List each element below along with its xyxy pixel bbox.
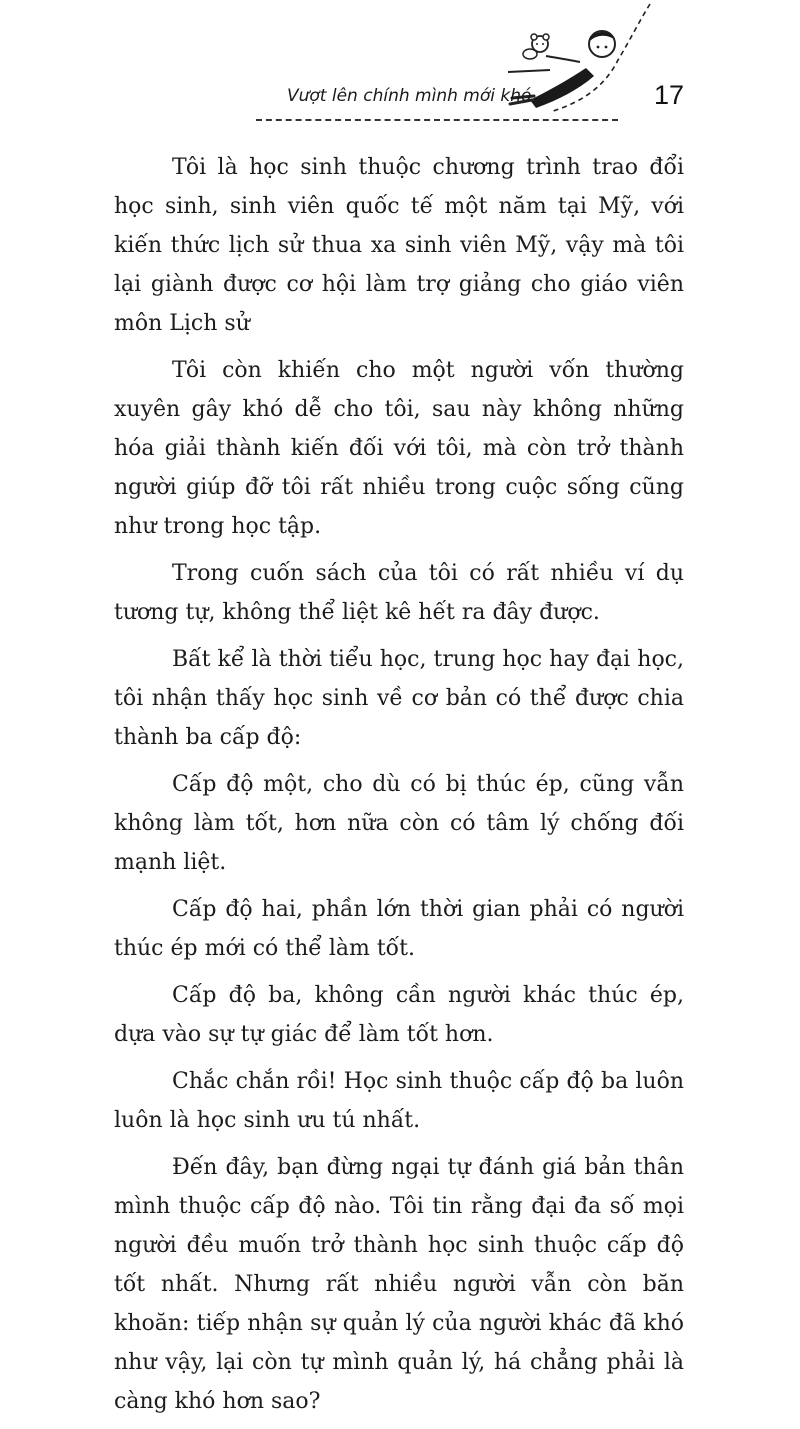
paragraph-7: Cấp độ ba, không cần người khác thúc ép, dựa vào sự tự giác để làm tốt hơn. xyxy=(114,983,684,1047)
paragraph-5: Cấp độ một, cho dù có bị thúc ép, cũng vẫn không làm tốt, hơn nữa còn có tâm lý chống đối mạnh liệt. xyxy=(114,772,684,875)
header-dashed-rule xyxy=(256,119,618,121)
paragraph-2: Tôi còn khiến cho một người vốn thường xuyên gây khó dễ cho tôi, sau này không những hóa giải thành kiến đối với tôi, mà còn trở thành người giúp đỡ tôi rất nhiều trong cuộc sống cũng như trong học tập. xyxy=(114,358,684,539)
paragraph-9: Đến đây, bạn đừng ngại tự đánh giá bản thân mình thuộc cấp độ nào. Tôi tin rằng đại đa số mọi người đều muốn trở thành học sinh thuộc cấp độ tốt nhất. Nhưng rất nhiều người vẫn còn băn khoăn: tiếp nhận sự quản lý của người khác đã khó như vậy, lại còn tự mình quản lý, há chẳng phải là càng khó hơn sao? xyxy=(114,1155,684,1414)
paragraph-3: Trong cuốn sách của tôi có rất nhiều ví dụ tương tự, không thể liệt kê hết ra đây được. xyxy=(114,561,684,625)
paragraph-4: Bất kể là thời tiểu học, trung học hay đại học, tôi nhận thấy học sinh về cơ bản có thể được chia thành ba cấp độ: xyxy=(114,647,684,750)
paragraph-1: Tôi là học sinh thuộc chương trình trao đổi học sinh, sinh viên quốc tế một năm tại Mỹ, với kiến thức lịch sử thua xa sinh viên Mỹ, vậy mà tôi lại giành được cơ hội làm trợ giảng cho giáo viên môn Lịch sử xyxy=(114,155,684,336)
page-number: 17 xyxy=(654,80,685,110)
running-title: Vượt lên chính mình mới khó xyxy=(287,86,532,106)
body-text xyxy=(114,148,684,1429)
paragraph-6: Cấp độ hai, phần lớn thời gian phải có người thúc ép mới có thể làm tốt. xyxy=(114,897,684,961)
paragraph-8: Chắc chắn rồi! Học sinh thuộc cấp độ ba luôn luôn là học sinh ưu tú nhất. xyxy=(114,1069,684,1133)
